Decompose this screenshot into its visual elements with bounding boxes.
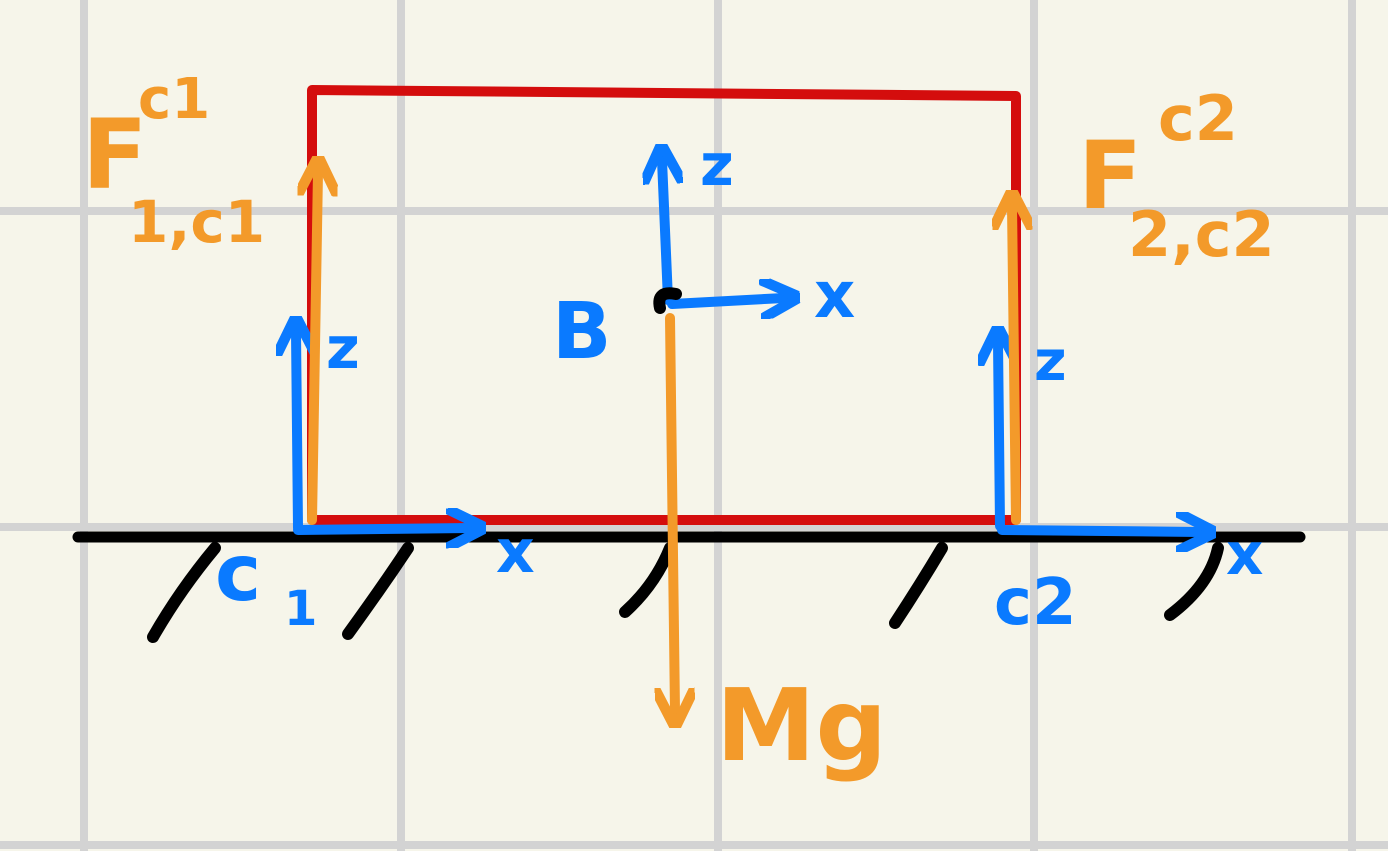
c1-force-subscript: 1,c1 xyxy=(128,188,266,256)
body-frame-label: B xyxy=(552,287,612,377)
c1-frame-x-label: x xyxy=(496,517,535,587)
c1-point-label: c xyxy=(215,529,262,619)
c2-force-superscript: c2 xyxy=(1158,82,1238,155)
c1-force-arrow xyxy=(312,172,318,520)
c1-point-subscript: 1 xyxy=(284,581,318,637)
body-frame-x-axis xyxy=(672,298,784,304)
c2-frame-x-axis xyxy=(1002,530,1200,532)
c2-frame-z-label: z xyxy=(1034,329,1067,394)
c2-force-symbol: F xyxy=(1078,122,1143,231)
c1-force-symbol: F xyxy=(82,99,148,211)
c1-force-superscript: c1 xyxy=(138,67,211,132)
c1-frame-z-label: z xyxy=(326,314,360,382)
body-frame-z-axis xyxy=(662,160,668,300)
body-frame-x-label: x xyxy=(814,259,856,333)
c2-force-subscript: 2,c2 xyxy=(1128,198,1275,271)
c1-frame-x-axis xyxy=(298,528,470,530)
c1-frame-z-axis xyxy=(296,332,298,528)
c2-point-label: c2 xyxy=(994,566,1077,640)
c2-frame-z-axis xyxy=(998,342,1000,526)
c2-force-arrow xyxy=(1012,206,1016,520)
gravity-arrow xyxy=(670,318,675,712)
body-frame-z-label: z xyxy=(700,131,734,199)
c2-frame-x-label: x xyxy=(1226,520,1264,588)
gravity-label: Mg xyxy=(716,667,888,784)
